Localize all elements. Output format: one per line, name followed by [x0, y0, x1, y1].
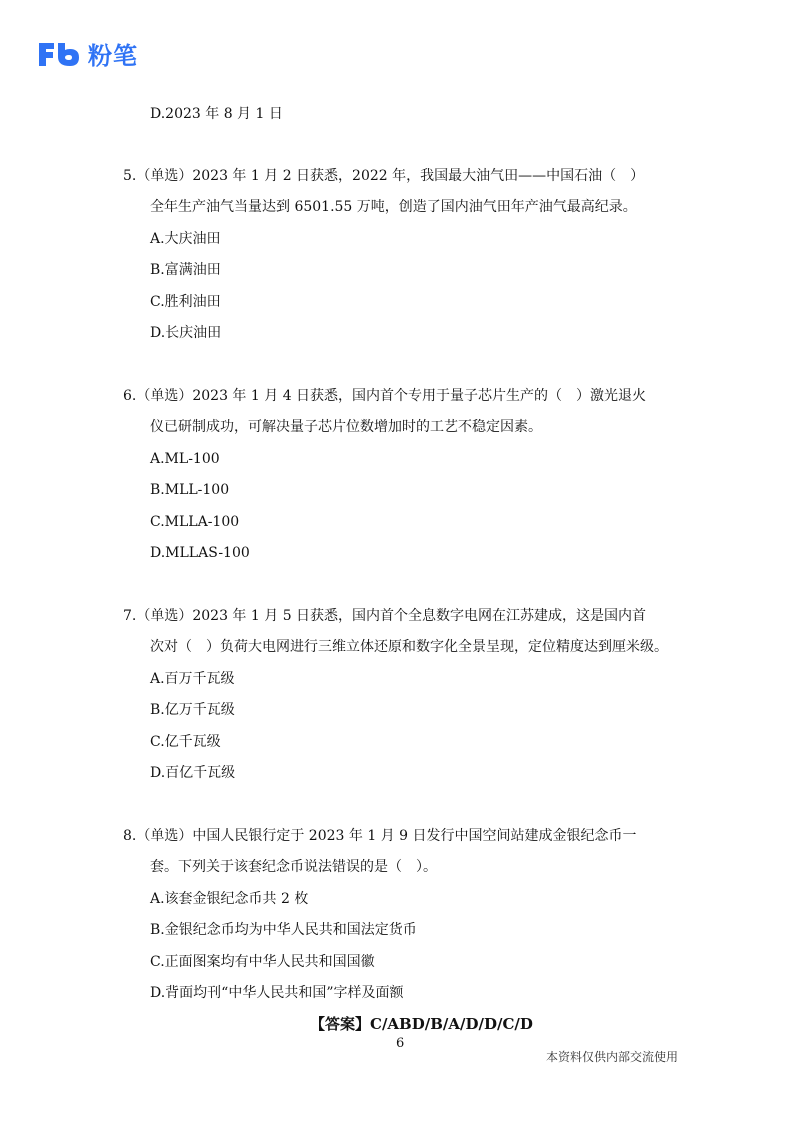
question-7-line-1: 7.（单选）2023 年 1 月 5 日获悉，国内首个全息数字电网在江苏建成，这是国内首 [123, 608, 647, 624]
fenbi-logo-icon [36, 40, 82, 68]
answer-key: 【答案】C/ABD/B/A/D/D/C/D [310, 1015, 533, 1033]
question-8-line-1: 8.（单选）中国人民银行定于 2023 年 1 月 9 日发行中国空间站建成金银纪念币一 [123, 828, 637, 844]
prev-option-d: D.2023 年 8 月 1 日 [150, 106, 283, 122]
question-8-option-b: B.金银纪念币均为中华人民共和国法定货币 [150, 922, 417, 938]
question-7-option-c: C.亿千瓦级 [150, 734, 221, 750]
question-8-option-c: C.正面图案均有中华人民共和国国徽 [150, 954, 375, 970]
question-8-option-d: D.背面均刊“中华人民共和国”字样及面额 [150, 985, 404, 1001]
question-7-line-2: 次对（ ）负荷大电网进行三维立体还原和数字化全景呈现，定位精度达到厘米级。 [150, 639, 668, 655]
question-5-option-a: A.大庆油田 [150, 231, 221, 247]
question-5-line-1: 5.（单选）2023 年 1 月 2 日获悉，2022 年，我国最大油气田——中国石油（ ） [123, 168, 645, 184]
question-5-line-2: 全年生产油气当量达到 6501.55 万吨，创造了国内油气田年产油气最高纪录。 [150, 199, 637, 215]
question-6-option-b: B.MLL-100 [150, 482, 230, 498]
footer-note: 本资料仅供内部交流使用 [546, 1050, 679, 1064]
question-8-option-a: A.该套金银纪念币共 2 枚 [150, 891, 309, 907]
question-7-option-a: A.百万千瓦级 [150, 671, 235, 687]
question-6-option-a: A.ML-100 [150, 451, 220, 467]
question-7-option-b: B.亿万千瓦级 [150, 702, 235, 718]
question-8-line-2: 套。下列关于该套纪念币说法错误的是（ ）。 [150, 859, 437, 875]
question-5-option-d: D.长庆油田 [150, 325, 222, 341]
question-6-option-c: C.MLLA-100 [150, 514, 240, 530]
question-6-option-d: D.MLLAS-100 [150, 545, 250, 561]
brand-name: 粉笔 [88, 42, 138, 70]
question-7-option-d: D.百亿千瓦级 [150, 765, 236, 781]
question-5-option-b: B.富满油田 [150, 262, 221, 278]
question-6-line-1: 6.（单选）2023 年 1 月 4 日获悉，国内首个专用于量子芯片生产的（ ）激光退火 [123, 388, 647, 404]
question-5-option-c: C.胜利油田 [150, 294, 221, 310]
page-number: 6 [396, 1036, 405, 1051]
brand-logo [36, 36, 138, 71]
question-6-line-2: 仪已研制成功，可解决量子芯片位数增加时的工艺不稳定因素。 [150, 419, 542, 435]
